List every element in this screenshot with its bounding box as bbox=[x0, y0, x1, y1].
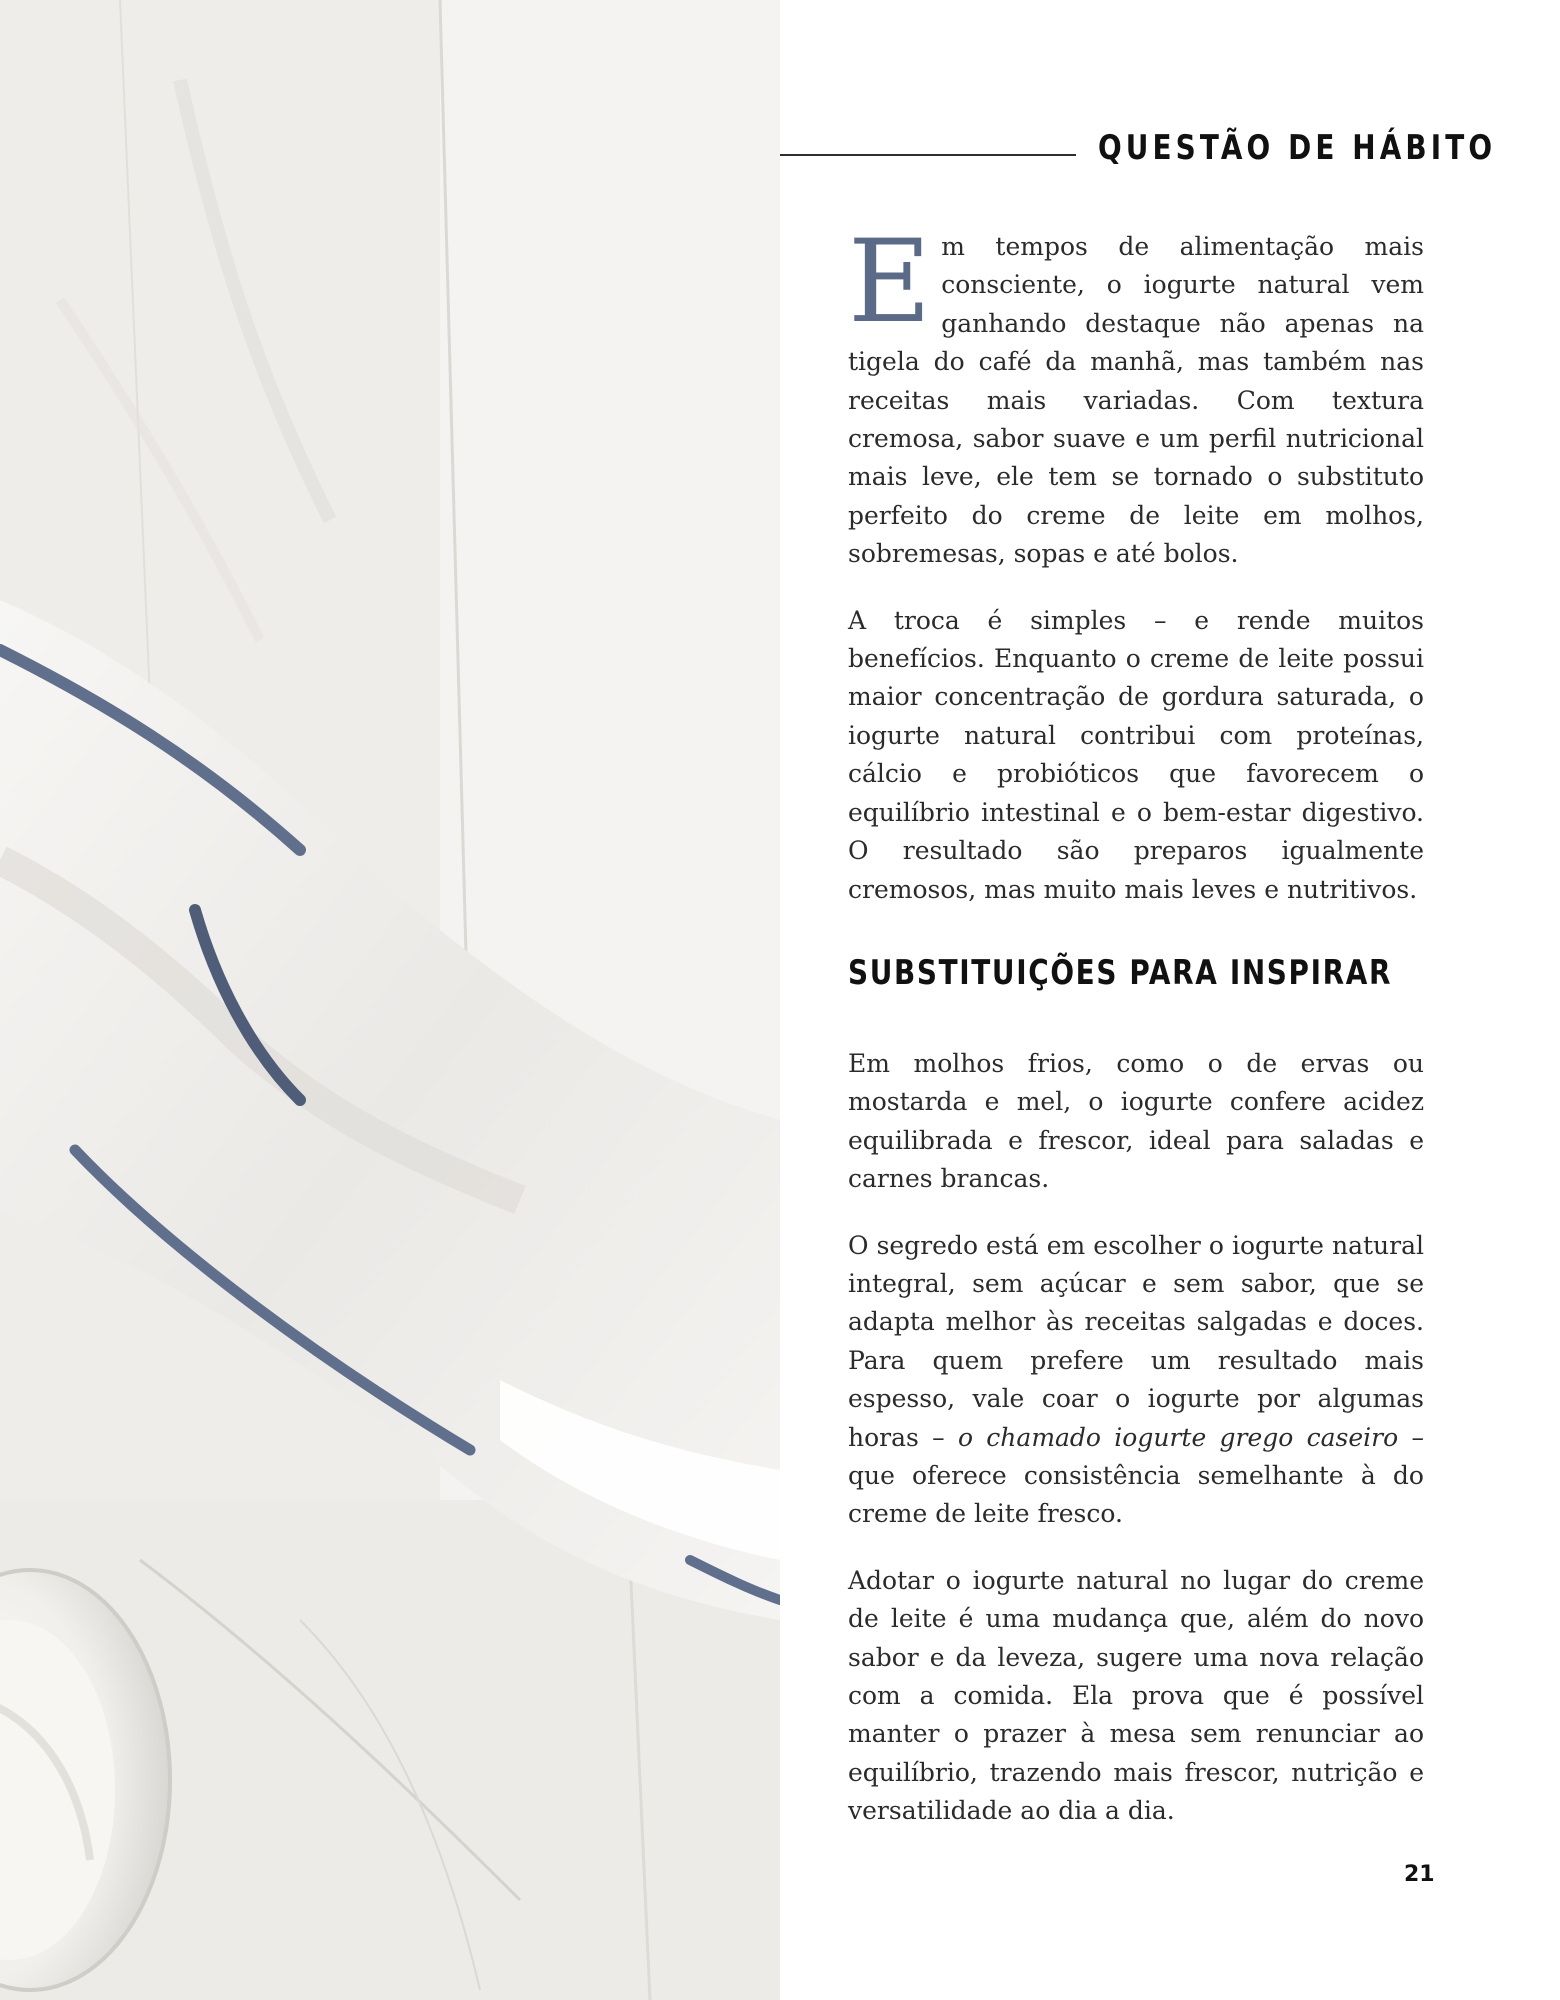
intro-paragraph-text: m tempos de alimentação mais consciente, o iogurte natural vem ganhando destaque não apenas na tigela do café da manhã, mas também nas receitas mais variadas. Com textura cremosa, sabor suave e um perfil nutricional mais leve, ele tem se tornado o substituto perfeito do creme de leite em molhos, sobremesas, sopas e até bolos. bbox=[848, 232, 1424, 569]
intro-paragraph bbox=[848, 215, 1424, 574]
title-rule bbox=[780, 154, 1076, 156]
secret-paragraph-text-end: – que oferece consistência semelhante à do creme de leite fresco. bbox=[848, 1422, 1424, 1529]
drop-cap: E bbox=[848, 215, 932, 348]
secret-paragraph-italic: o chamado iogurte grego caseiro bbox=[957, 1422, 1399, 1452]
secret-paragraph bbox=[848, 1227, 1424, 1534]
section-title: QUESTÃO DE HÁBITO bbox=[1098, 128, 1497, 168]
cold-sauces-paragraph: Em molhos frios, como o de ervas ou mostarda e mel, o iogurte confere acidez equilibrada e frescor, ideal para saladas e carnes brancas. bbox=[848, 1048, 1424, 1194]
page-number: 21 bbox=[1404, 1862, 1435, 1887]
subheading: SUBSTITUIÇÕES PARA INSPIRAR bbox=[848, 952, 1393, 993]
benefits-paragraph: A troca é simples – e rende muitos benefícios. Enquanto o creme de leite possui maior concentração de gordura saturada, o iogurte natural contribui com proteínas, cálcio e probióticos que favorecem o equilíbrio intestinal e o bem-estar digestivo. O resultado são preparos igualmente cremosos, mas muito mais leves e nutritivos. bbox=[848, 605, 1424, 904]
article-body bbox=[848, 215, 1424, 1831]
closing-paragraph: Adotar o iogurte natural no lugar do creme de leite é uma mudança que, além do novo sabor e da leveza, sugere uma nova relação com a comida. Ela prova que é possível manter o prazer à mesa sem renunciar ao equilíbrio, trazendo mais frescor, nutrição e versatilidade ao dia a dia. bbox=[848, 1565, 1424, 1826]
secret-paragraph-text-start: O segredo está em escolher o iogurte natural integral, sem açúcar e sem sabor, que se adapta melhor às receitas salgadas e doces. Para quem prefere um resultado mais espesso, vale coar o iogurte por algumas horas – bbox=[848, 1230, 1424, 1452]
